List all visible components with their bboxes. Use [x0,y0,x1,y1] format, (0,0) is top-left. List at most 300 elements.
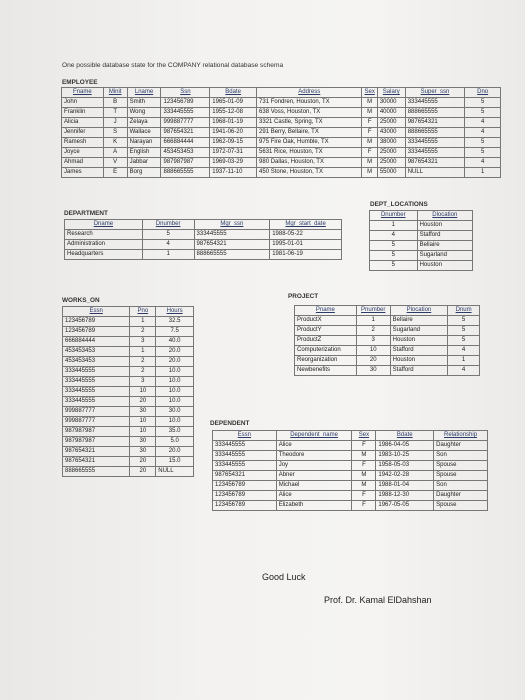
dept-locations-cell: 5 [370,241,418,251]
employee-cell: 4 [465,118,501,128]
employee-cell: Alicia [62,118,104,128]
works-on-row [63,377,194,387]
dept-locations-col-header: Dnumber [370,211,418,221]
employee-cell: M [362,138,377,148]
project-cell: Houston [390,336,448,346]
dependent-cell: 1967-05-05 [376,501,434,511]
works-on-cell: 10.0 [156,397,194,407]
dependent-cell: Alice [276,491,352,501]
department-col-header: Mgr_start_date [270,220,342,230]
works-on-row [63,327,194,337]
project-col-header: Pnumber [356,306,390,316]
employee-row [62,138,501,148]
works-on-cell: 2 [130,357,156,367]
employee-col-header: Address [257,88,362,98]
dependent-col-header: Bdate [376,431,434,441]
dependent-cell: Spouse [434,501,488,511]
employee-cell: K [103,138,127,148]
dept-locations-cell: Houston [417,261,472,271]
project-cell: 5 [448,336,480,346]
department-row [65,240,342,250]
dependent-cell: 1983-10-25 [376,451,434,461]
dependent-cell: M [352,451,376,461]
dependent-cell: F [352,461,376,471]
works-on-cell: 987654321 [63,457,130,467]
works-on-cell: 453453453 [63,357,130,367]
employee-col-header: Salary [377,88,405,98]
project-cell: 1 [356,316,390,326]
works-on-cell: 7.5 [156,327,194,337]
project-cell: Newbenefits [295,366,357,376]
dependent-cell: M [352,481,376,491]
employee-cell: 40000 [377,108,405,118]
project-cell: Sugarland [390,326,448,336]
dept-locations-cell: Bellaire [417,241,472,251]
employee-cell: 5 [465,138,501,148]
works-on-cell: 123456789 [63,327,130,337]
project-col-header: Plocation [390,306,448,316]
dependent-cell: 1988-12-30 [376,491,434,501]
employee-col-header: Sex [362,88,377,98]
department-cell: 333445555 [194,230,270,240]
dependent-cell: 333445555 [213,451,277,461]
dependent-title: DEPENDENT [210,420,250,427]
employee-cell: F [362,148,377,158]
works-on-cell: 3 [130,337,156,347]
dept-locations-row [370,261,473,271]
dependent-cell: Spouse [434,461,488,471]
employee-cell: Joyce [62,148,104,158]
department-table [64,219,342,260]
department-cell: 1 [142,250,194,260]
dept-locations-cell: Stafford [417,231,472,241]
project-cell: 4 [448,346,480,356]
employee-cell: 333445555 [161,108,210,118]
works-on-cell: 20.0 [156,347,194,357]
employee-cell: S [103,128,127,138]
dependent-rows [213,441,488,511]
works-on-cell: 30 [130,407,156,417]
dept-locations-cell: Houston [417,221,472,231]
project-cell: Stafford [390,366,448,376]
employee-col-header: Lname [127,88,161,98]
employee-cell: 1941-06-20 [210,128,257,138]
works-on-cell: 20 [130,457,156,467]
works-on-rows [63,317,194,477]
employee-cell: James [62,168,104,178]
department-cell: 1995-01-01 [270,240,342,250]
employee-cell: 450 Stone, Houston, TX [257,168,362,178]
employee-cell: 4 [465,158,501,168]
dependent-col-header: Relationship [434,431,488,441]
employee-cell: M [362,108,377,118]
dept-locations-col-header: Dlocation [417,211,472,221]
department-cell: Research [65,230,143,240]
employee-cell: M [362,98,377,108]
employee-cell: 987654321 [405,118,465,128]
works-on-cell: 5.0 [156,437,194,447]
department-cell: 4 [142,240,194,250]
works-on-cell: 10 [130,417,156,427]
works-on-cell: 10.0 [156,417,194,427]
dependent-cell: 987654321 [213,471,277,481]
dependent-cell: 1958-05-03 [376,461,434,471]
employee-cell: 888665555 [405,128,465,138]
project-cell: Houston [390,356,448,366]
employee-cell: 666884444 [161,138,210,148]
employee-cell: Ramesh [62,138,104,148]
works-on-cell: 1 [130,317,156,327]
employee-cell: 888665555 [161,168,210,178]
employee-row [62,108,501,118]
employee-header-row [62,88,501,98]
employee-cell: 453453453 [161,148,210,158]
employee-rows [62,98,501,178]
works-on-cell: 40.0 [156,337,194,347]
dependent-cell: Daughter [434,491,488,501]
works-on-col-header: Pno [130,307,156,317]
dependent-cell: Joy [276,461,352,471]
employee-cell: Borg [127,168,161,178]
works-on-cell: 10.0 [156,377,194,387]
employee-cell: V [103,158,127,168]
employee-cell: 980 Dallas, Houston, TX [257,158,362,168]
department-title: DEPARTMENT [64,210,108,217]
employee-cell: 123456789 [161,98,210,108]
employee-cell: 731 Fondren, Houston, TX [257,98,362,108]
works-on-cell: 987654321 [63,447,130,457]
project-cell: 5 [448,316,480,326]
works-on-cell: 123456789 [63,317,130,327]
works-on-header-row [63,307,194,317]
employee-cell: 333445555 [405,148,465,158]
employee-cell: 1955-12-08 [210,108,257,118]
works-on-cell: 30.0 [156,407,194,417]
works-on-row [63,447,194,457]
project-cell: 2 [356,326,390,336]
works-on-cell: 333445555 [63,397,130,407]
works-on-cell: 987987987 [63,427,130,437]
dept-locations-row [370,251,473,261]
employee-cell: 4 [465,128,501,138]
employee-cell: Smith [127,98,161,108]
works-on-row [63,317,194,327]
employee-cell: 25000 [377,158,405,168]
dependent-cell: 123456789 [213,501,277,511]
employee-cell: 5631 Rice, Houston, TX [257,148,362,158]
employee-row [62,128,501,138]
employee-title: EMPLOYEE [62,79,98,86]
works-on-row [63,347,194,357]
department-cell: 888665555 [194,250,270,260]
employee-cell: 1969-03-29 [210,158,257,168]
works-on-cell: 32.5 [156,317,194,327]
works-on-row [63,437,194,447]
employee-col-header: Dno [465,88,501,98]
works-on-cell: 20 [130,467,156,477]
project-cell: ProductX [295,316,357,326]
employee-cell: Zelaya [127,118,161,128]
employee-cell: M [362,168,377,178]
employee-cell: A [103,148,127,158]
employee-cell: 5 [465,108,501,118]
dependent-cell: 333445555 [213,461,277,471]
project-row [295,346,480,356]
project-row [295,326,480,336]
works-on-row [63,457,194,467]
department-cell: 5 [142,230,194,240]
employee-cell: B [103,98,127,108]
employee-cell: Franklin [62,108,104,118]
dept-locations-row [370,221,473,231]
employee-cell: 30000 [377,98,405,108]
dependent-row [213,501,488,511]
employee-col-header: Minit [103,88,127,98]
employee-cell: 3321 Castle, Spring, TX [257,118,362,128]
project-cell: ProductZ [295,336,357,346]
works-on-row [63,387,194,397]
dept-locations-row [370,241,473,251]
department-col-header: Mgr_ssn [194,220,270,230]
department-cell: 1981-06-19 [270,250,342,260]
project-row [295,336,480,346]
works-on-cell: 2 [130,367,156,377]
employee-cell: 638 Voss, Houston, TX [257,108,362,118]
works-on-cell: 453453453 [63,347,130,357]
employee-cell: NULL [405,168,465,178]
works-on-table [62,306,194,477]
department-row [65,250,342,260]
dependent-cell: 123456789 [213,481,277,491]
project-table [294,305,480,376]
works-on-row [63,337,194,347]
dept-locations-rows [370,221,473,271]
employee-row [62,158,501,168]
department-cell: 987654321 [194,240,270,250]
employee-cell: 987987987 [161,158,210,168]
works-on-row [63,357,194,367]
dept-locations-row [370,231,473,241]
dept-locations-cell: 5 [370,251,418,261]
dependent-col-header: Sex [352,431,376,441]
project-col-header: Pname [295,306,357,316]
project-cell: 10 [356,346,390,356]
works-on-cell: 999887777 [63,407,130,417]
dependent-cell: 333445555 [213,441,277,451]
employee-cell: 1962-09-15 [210,138,257,148]
department-cell: 1988-05-22 [270,230,342,240]
project-cell: 5 [448,326,480,336]
employee-row [62,98,501,108]
employee-cell: 5 [465,98,501,108]
works-on-row [63,397,194,407]
dependent-row [213,461,488,471]
works-on-cell: 20.0 [156,447,194,457]
dependent-cell: Alice [276,441,352,451]
employee-cell: Wong [127,108,161,118]
employee-cell: Ahmad [62,158,104,168]
project-cell: Stafford [390,346,448,356]
works-on-row [63,427,194,437]
employee-cell: E [103,168,127,178]
employee-cell: 25000 [377,148,405,158]
department-col-header: Dnumber [142,220,194,230]
department-rows [65,230,342,260]
dependent-row [213,451,488,461]
works-on-cell: 20.0 [156,357,194,367]
dependent-cell: Son [434,481,488,491]
works-on-row [63,367,194,377]
dependent-cell: F [352,441,376,451]
dependent-cell: Daughter [434,441,488,451]
employee-cell: 1968-01-19 [210,118,257,128]
employee-cell: 975 Fire Oak, Humble, TX [257,138,362,148]
dependent-table [212,430,488,511]
dependent-row [213,481,488,491]
employee-cell: J [103,118,127,128]
dependent-row [213,441,488,451]
works-on-cell: NULL [156,467,194,477]
project-row [295,366,480,376]
employee-cell: 38000 [377,138,405,148]
works-on-cell: 888665555 [63,467,130,477]
employee-table [61,87,501,178]
employee-col-header: Bdate [210,88,257,98]
dependent-cell: Abner [276,471,352,481]
employee-cell: T [103,108,127,118]
author-name: Prof. Dr. Kamal ElDahshan [324,595,432,605]
project-rows [295,316,480,376]
employee-cell: 25000 [377,118,405,128]
employee-cell: 999887777 [161,118,210,128]
dependent-col-header: Dependent_name [276,431,352,441]
employee-cell: 55000 [377,168,405,178]
works-on-cell: 2 [130,327,156,337]
dependent-header-row [213,431,488,441]
works-on-cell: 10.0 [156,387,194,397]
employee-cell: 5 [465,148,501,158]
employee-col-header: Fname [62,88,104,98]
employee-cell: 1965-01-09 [210,98,257,108]
dependent-cell: Son [434,451,488,461]
employee-cell: 43000 [377,128,405,138]
dependent-row [213,471,488,481]
employee-cell: 888665555 [405,108,465,118]
works-on-row [63,467,194,477]
works-on-row [63,417,194,427]
project-cell: Bellaire [390,316,448,326]
employee-cell: Narayan [127,138,161,148]
project-cell: Reorganization [295,356,357,366]
dependent-col-header: Essn [213,431,277,441]
dependent-cell: 1988-01-04 [376,481,434,491]
department-cell: Headquarters [65,250,143,260]
project-title: PROJECT [288,293,319,300]
dependent-cell: Michael [276,481,352,491]
dependent-cell: Theodore [276,451,352,461]
works-on-row [63,407,194,417]
works-on-cell: 30 [130,447,156,457]
employee-cell: 987654321 [405,158,465,168]
dependent-cell: F [352,491,376,501]
employee-col-header: Super_ssn [405,88,465,98]
works-on-cell: 1 [130,347,156,357]
dependent-row [213,491,488,501]
dependent-cell: Spouse [434,471,488,481]
dept-locations-cell: 5 [370,261,418,271]
project-header-row [295,306,480,316]
employee-cell: 987654321 [161,128,210,138]
works-on-cell: 10 [130,427,156,437]
employee-row [62,148,501,158]
dependent-cell: F [352,501,376,511]
project-cell: 3 [356,336,390,346]
project-cell: 30 [356,366,390,376]
employee-cell: English [127,148,161,158]
dept-locations-title: DEPT_LOCATIONS [370,201,428,208]
dept-locations-header-row [370,211,473,221]
employee-col-header: Ssn [161,88,210,98]
project-cell: 4 [448,366,480,376]
good-luck-text: Good Luck [262,572,306,582]
employee-cell: John [62,98,104,108]
project-row [295,356,480,366]
works-on-cell: 666884444 [63,337,130,347]
works-on-cell: 10.0 [156,367,194,377]
works-on-col-header: Essn [63,307,130,317]
dept-locations-cell: 1 [370,221,418,231]
department-cell: Administration [65,240,143,250]
works-on-cell: 3 [130,377,156,387]
employee-cell: M [362,158,377,168]
works-on-cell: 333445555 [63,367,130,377]
dependent-cell: 123456789 [213,491,277,501]
project-row [295,316,480,326]
department-row [65,230,342,240]
figure-caption: One possible database state for the COMPANY relational database schema [62,62,284,69]
works-on-cell: 987987987 [63,437,130,447]
employee-cell: 1937-11-10 [210,168,257,178]
dependent-cell: Elizabeth [276,501,352,511]
dept-locations-table [369,210,473,271]
project-col-header: Dnum [448,306,480,316]
works-on-cell: 35.0 [156,427,194,437]
employee-cell: 1 [465,168,501,178]
works-on-title: WORKS_ON [62,297,100,304]
dependent-cell: 1986-04-05 [376,441,434,451]
employee-cell: F [362,128,377,138]
works-on-cell: 30 [130,437,156,447]
employee-cell: 1972-07-31 [210,148,257,158]
employee-cell: 333445555 [405,138,465,148]
works-on-cell: 333445555 [63,377,130,387]
employee-cell: Jabbar [127,158,161,168]
works-on-cell: 10 [130,387,156,397]
project-cell: ProductY [295,326,357,336]
works-on-cell: 20 [130,397,156,407]
employee-row [62,168,501,178]
dept-locations-cell: Sugarland [417,251,472,261]
project-cell: Computerization [295,346,357,356]
works-on-cell: 333445555 [63,387,130,397]
employee-cell: F [362,118,377,128]
department-header-row [65,220,342,230]
employee-cell: Wallace [127,128,161,138]
employee-cell: Jennifer [62,128,104,138]
department-col-header: Dname [65,220,143,230]
dependent-cell: 1942-02-28 [376,471,434,481]
works-on-cell: 15.0 [156,457,194,467]
